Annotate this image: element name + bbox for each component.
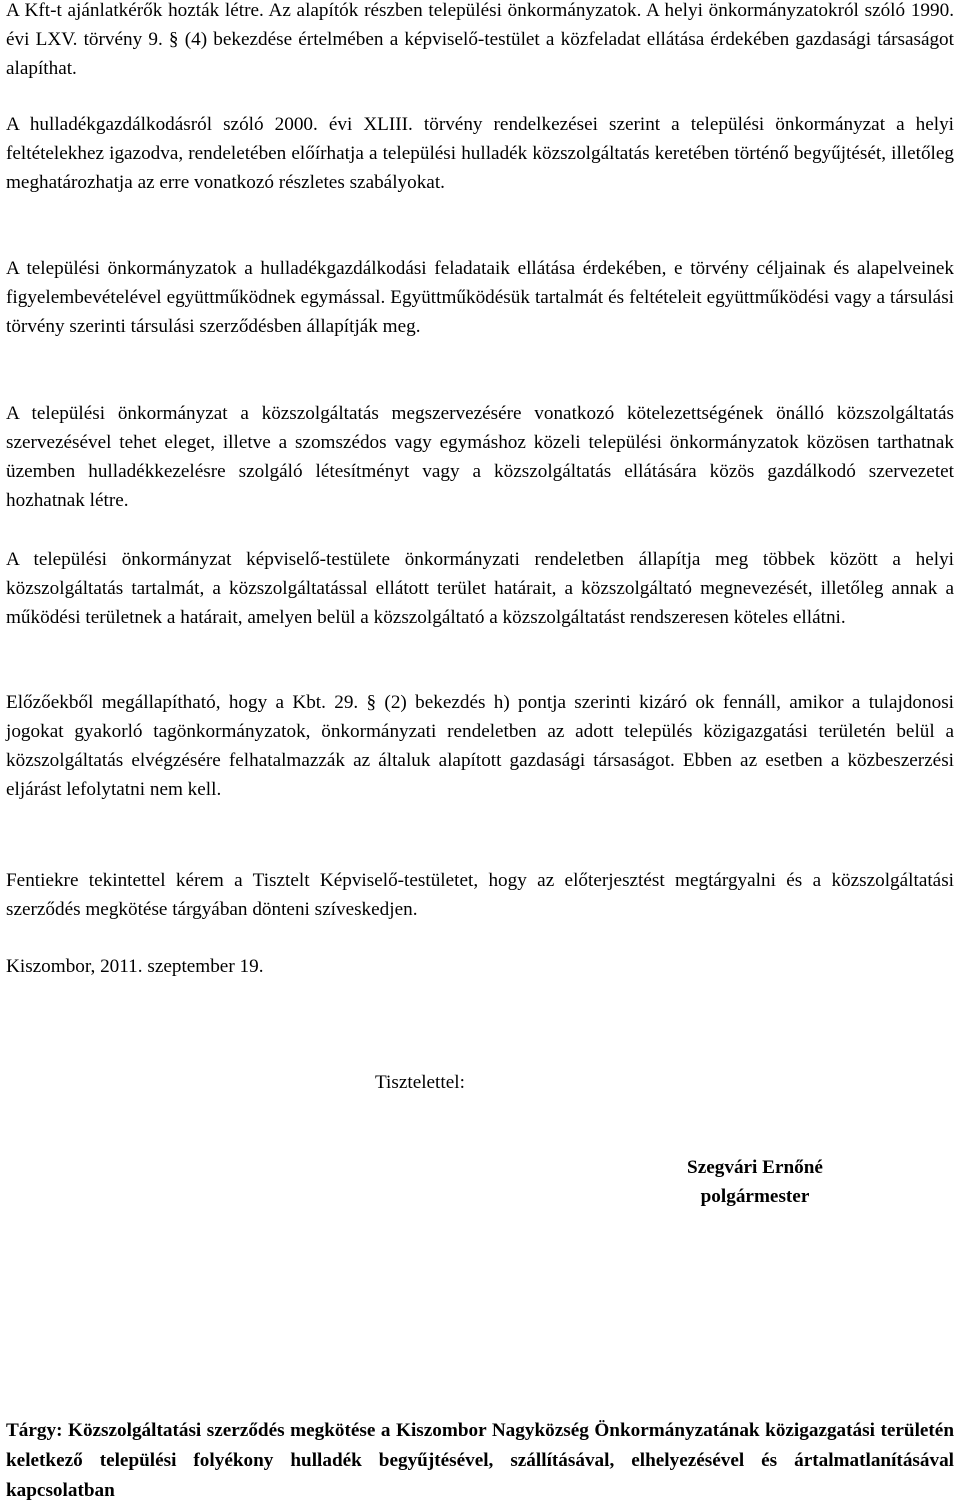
signatory-title: polgármester bbox=[700, 1186, 810, 1207]
signature-block bbox=[670, 1153, 840, 1211]
paragraph-waste-law: A hulladékgazdálkodásról szóló 2000. évi XLIII. törvény rendelkezései szerint a települési önkormányzat a helyi feltételekhez igazodva, rendeletében előírhatja a települési hulladék közszolgáltatás keretében történő begyűjtését, illetőleg meghatározhatja az erre vonatkozó részletes szabályokat. bbox=[6, 114, 954, 193]
subject-line: Tárgy: Közszolgáltatási szerződés megkötése a Kiszombor Nagyközség Önkormányzatának közigazgatási területén keletkező települési folyékony hulladék begyűjtésével, szállításával, elhelyezésével és ártalmatlanításával kapcsolatban bbox=[6, 1420, 954, 1501]
signatory-name: Szegvári Ernőné bbox=[687, 1157, 823, 1178]
place-and-date: Kiszombor, 2011. szeptember 19. bbox=[6, 956, 264, 977]
paragraph-obligation: A települési önkormányzat a közszolgáltatás megszervezésére vonatkozó kötelezettségének önálló közszolgáltatás szervezésével tehet eleget, illetve a szomszédos vagy egymáshoz közeli települési önkormányzatok közösen tarthatnak üzemben hulladékkezelésre szolgáló létesítményt vagy a közszolgáltatás ellátására közös gazdálkodó szervezetet hozhatnak létre. bbox=[6, 403, 954, 511]
paragraph-council-decree: A települési önkormányzat képviselő-testülete önkormányzati rendeletben állapítja meg többek között a helyi közszolgáltatás tartalmát, a közszolgáltatással ellátott terület határait, a közszolgáltató megnevezését, illetőleg annak a működési területnek a határait, amelyen belül a közszolgáltató a közszolgáltatást rendszeresen köteles ellátni. bbox=[6, 549, 954, 628]
closing-salutation: Tisztelettel: bbox=[375, 1072, 465, 1093]
paragraph-founders: A Kft-t ajánlatkérők hozták létre. Az alapítók részben települési önkormányzatok. A helyi önkormányzatokról szóló 1990. évi LXV. törvény 9. § (4) bekezdése értelmében a képviselő-testület a közfeladat ellátása érdekében gazdasági társaságot alapíthat. bbox=[6, 0, 954, 79]
paragraph-request: Fentiekre tekintettel kérem a Tisztelt Képviselő-testületet, hogy az előterjesztést megtárgyalni és a közszolgáltatási szerződés megkötése tárgyában dönteni szíveskedjen. bbox=[6, 870, 954, 920]
paragraph-conclusion: Előzőekből megállapítható, hogy a Kbt. 29. § (2) bekezdés h) pontja szerinti kizáró ok fennáll, amikor a tulajdonosi jogokat gyakorló tagönkormányzatok, önkormányzati rendeletben az adott település közigazgatási területén belül a közszolgáltatás elvégzésére felhatalmazzák az általuk alapított gazdasági társaságot. Ebben az esetben a közbeszerzési eljárást lefolytatni nem kell. bbox=[6, 692, 954, 800]
paragraph-cooperation: A települési önkormányzatok a hulladékgazdálkodási feladataik ellátása érdekében, e törvény céljainak és alapelveinek figyelembevételével együttműködnek egymással. Együttműködésük tartalmát és feltételeit együttműködési vagy a társulási törvény szerinti társulási szerződésben állapítják meg. bbox=[6, 258, 954, 337]
